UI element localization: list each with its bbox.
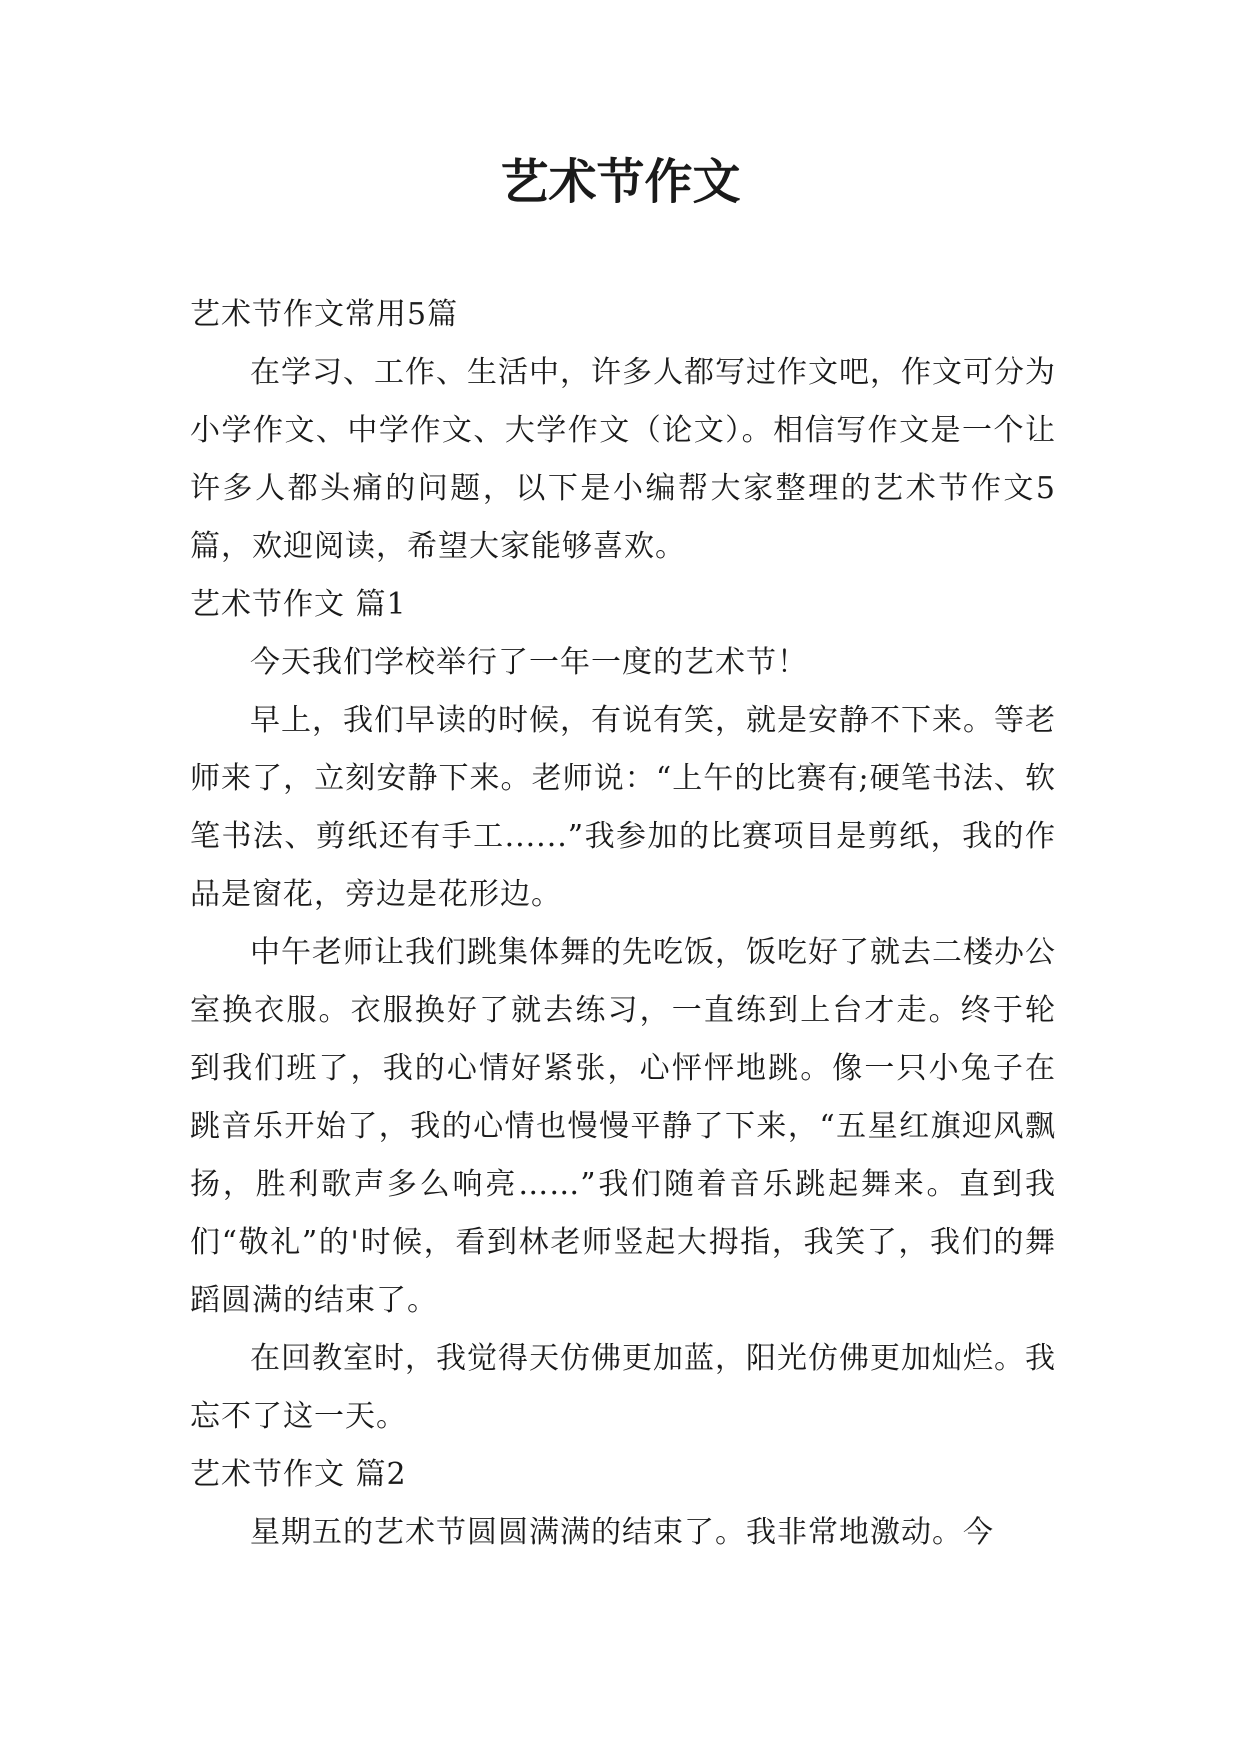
paragraph: 在回教室时，我觉得天仿佛更加蓝，阳光仿佛更加灿烂。我忘不了这一天。 [190, 1341, 1056, 1434]
section-heading: 艺术节作文 篇2 [190, 1457, 407, 1492]
section-heading: 艺术节作文 篇1 [190, 587, 407, 622]
paragraph: 今天我们学校举行了一年一度的艺术节！ [250, 645, 808, 680]
page-title: 艺术节作文 [500, 154, 741, 210]
document-body [190, 286, 1056, 1562]
paragraph: 星期五的艺术节圆圆满满的结束了。我非常地激动。今 [250, 1515, 994, 1550]
paragraph: 早上，我们早读的时候，有说有笑，就是安静不下来。等老师来了，立刻安静下来。老师说：“上午的比赛有;硬笔书法、软笔书法、剪纸还有手工......”我参加的比赛项目是剪纸，我的作品是窗花，旁边是花形边。 [190, 703, 1056, 912]
paragraph: 在学习、工作、生活中，许多人都写过作文吧，作文可分为小学作文、中学作文、大学作文（论文）。相信写作文是一个让许多人都头痛的问题，以下是小编帮大家整理的艺术节作文5篇，欢迎阅读，希望大家能够喜欢。 [190, 355, 1056, 564]
intro-heading: 艺术节作文常用5篇 [190, 297, 459, 332]
paragraph: 中午老师让我们跳集体舞的先吃饭，饭吃好了就去二楼办公室换衣服。衣服换好了就去练习，一直练到上台才走。终于轮到我们班了，我的心情好紧张，心怦怦地跳。像一只小兔子在跳音乐开始了，我的心情也慢慢平静了下来，“五星红旗迎风飘扬，胜利歌声多么响亮……”我们随着音乐跳起舞来。直到我们“敬礼”的'时候，看到林老师竖起大拇指，我笑了，我们的舞蹈圆满的结束了。 [190, 935, 1056, 1318]
